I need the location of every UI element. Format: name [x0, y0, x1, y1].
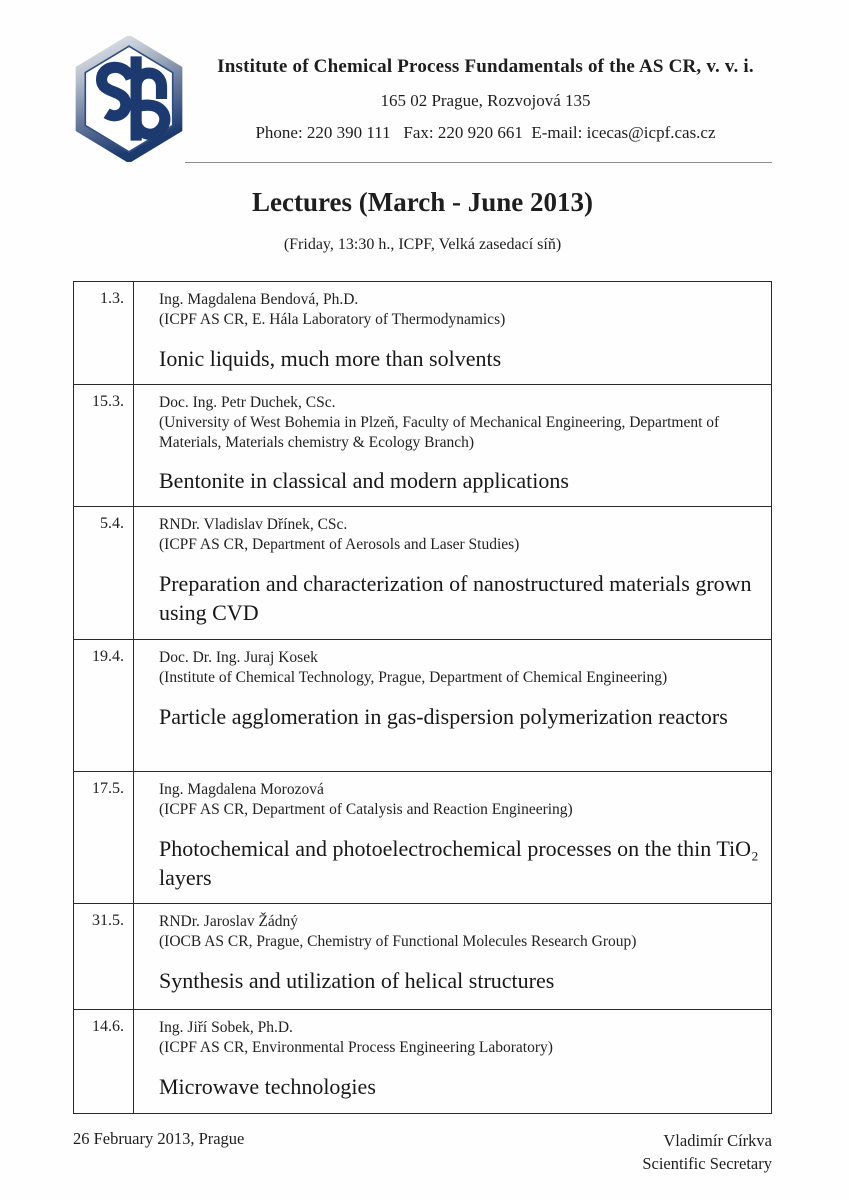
- lecture-date: 5.4.: [74, 507, 134, 639]
- lecture-affiliation: (ICPF AS CR, E. Hála Laboratory of Thermodynamics): [159, 310, 506, 328]
- header-divider: [185, 162, 772, 163]
- lecture-affiliation: (Institute of Chemical Technology, Prague, Department of Chemical Engineering): [159, 668, 668, 686]
- lecture-title: Microwave technologies: [159, 1073, 376, 1099]
- lecture-date: 31.5.: [74, 904, 134, 1009]
- lecture-speaker: RNDr. Vladislav Dřínek, CSc.: [159, 515, 348, 533]
- lecture-date: 15.3.: [74, 385, 134, 506]
- lecture-speaker: RNDr. Jaroslav Žádný: [159, 912, 299, 930]
- lecture-cell: [134, 385, 771, 506]
- lecture-affiliation: (IOCB AS CR, Prague, Chemistry of Functional Molecules Research Group): [159, 932, 637, 950]
- lecture-date: 14.6.: [74, 1010, 134, 1113]
- lecture-cell: [134, 282, 771, 384]
- institute-contact: Phone: 220 390 111 Fax: 220 920 661 E-mail: icecas@icpf.cas.cz: [255, 123, 716, 142]
- lecture-title: Preparation and characterization of nanostructured materials grown using CVD: [159, 570, 752, 626]
- lecture-affiliation: (University of West Bohemia in Plzeň, Faculty of Mechanical Engineering, Department of Materials, Materials chemistry & Ecology Branch): [159, 413, 720, 451]
- lecture-title: Ionic liquids, much more than solvents: [159, 345, 502, 371]
- signatory-role: Scientific Secretary: [642, 1154, 772, 1174]
- table-row: [74, 384, 771, 506]
- table-row: [74, 506, 771, 639]
- lecture-cell: [134, 640, 771, 771]
- page-title: Lectures (March - June 2013): [252, 187, 593, 217]
- lecture-date: 1.3.: [74, 282, 134, 384]
- institute-logo-icon: [73, 36, 185, 162]
- footer-date-place: 26 February 2013, Prague: [73, 1128, 245, 1148]
- lecture-speaker: Doc. Ing. Petr Duchek, CSc.: [159, 394, 336, 411]
- lecture-cell: [134, 1010, 771, 1113]
- lecture-affiliation: (ICPF AS CR, Department of Aerosols and Laser Studies): [159, 535, 520, 553]
- lecture-title: Bentonite in classical and modern applications: [159, 468, 569, 494]
- lecture-date: 19.4.: [74, 640, 134, 771]
- table-row: [74, 282, 771, 384]
- table-row: [74, 903, 771, 1009]
- document-footer: [73, 1129, 772, 1175]
- lecture-speaker: Doc. Dr. Ing. Juraj Kosek: [159, 648, 318, 666]
- table-row: [74, 639, 771, 771]
- table-row: [74, 771, 771, 903]
- signatory-name: Vladimír Církva: [663, 1130, 772, 1150]
- signature-block: [642, 1129, 772, 1175]
- lecture-cell: [134, 772, 771, 903]
- table-row: [74, 1009, 771, 1113]
- lecture-affiliation: (ICPF AS CR, Department of Catalysis and Reaction Engineering): [159, 800, 573, 818]
- lecture-speaker: Ing. Jiří Sobek, Ph.D.: [159, 1018, 293, 1036]
- lecture-title: Particle agglomeration in gas-dispersion polymerization reactors: [159, 703, 728, 729]
- lecture-date: 17.5.: [74, 772, 134, 903]
- lecture-speaker: Ing. Magdalena Bendová, Ph.D.: [159, 291, 359, 308]
- lecture-cell: [134, 904, 771, 1009]
- letterhead-text: [199, 36, 772, 143]
- lecture-cell: [134, 507, 771, 639]
- lecture-affiliation: (ICPF AS CR, Environmental Process Engineering Laboratory): [159, 1038, 553, 1056]
- lecture-title: Synthesis and utilization of helical structures: [159, 967, 555, 993]
- lecture-title: Photochemical and photoelectrochemical processes on the thin TiO₂ layers: [159, 835, 759, 891]
- lecture-speaker: Ing. Magdalena Morozová: [159, 780, 324, 798]
- institute-name: Institute of Chemical Process Fundamentals of the AS CR, v. v. i.: [217, 56, 754, 77]
- institute-address: 165 02 Prague, Rozvojová 135: [380, 91, 591, 110]
- letterhead: [73, 0, 772, 162]
- page-subtitle: (Friday, 13:30 h., ICPF, Velká zasedací síň): [283, 236, 562, 253]
- lectures-table: [73, 281, 772, 1114]
